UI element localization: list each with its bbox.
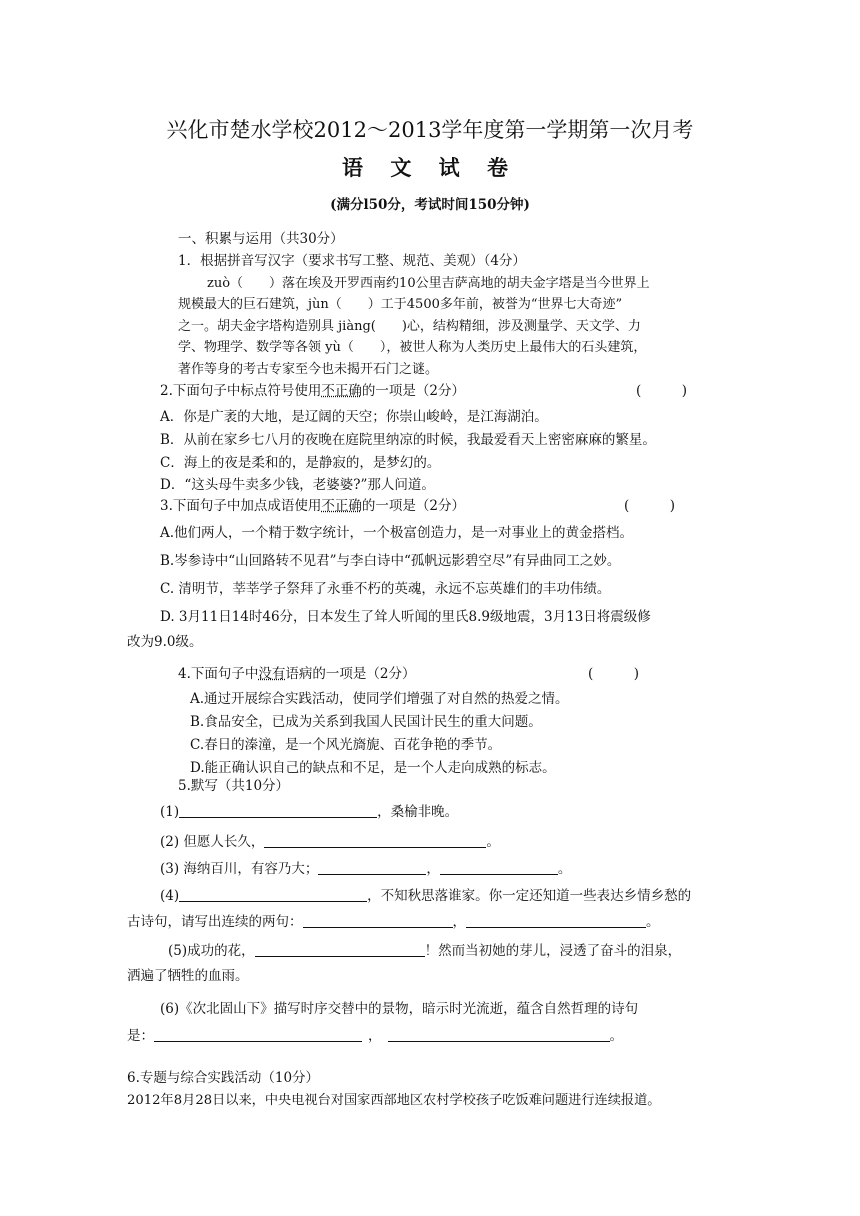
q5-line-4-cont [127, 913, 660, 931]
answer-blank[interactable] [388, 1027, 610, 1042]
q1-text-line: 规模最大的巨石建筑，jùn（ ）工于4500多年前，被誉为“世界七大奇迹” [178, 297, 623, 312]
q2-option-c: C．海上的夜是柔和的，是静寂的，是梦幻的。 [160, 455, 441, 471]
q5-line-4-end: 。 [646, 914, 660, 930]
q5-line-5-text: (5)成功的花， [168, 943, 255, 959]
q5-line-3 [160, 860, 571, 878]
q3-stem-end: 的一项是（2分） [361, 498, 465, 514]
q5-line-6-sep: ， [368, 1028, 382, 1044]
q1-text-line: 学、物理学、数学等各领 yù（ ），被世人称为人类历史上最伟大的石头建筑， [178, 340, 647, 355]
q1-text-line: 著作等身的考古专家至今也未揭开石门之谜。 [178, 362, 439, 377]
q4-option-d: D.能正确认识自己的缺点和不足，是一个人走向成熟的标志。 [190, 760, 556, 776]
answer-blank[interactable] [264, 833, 486, 848]
q2-stem [160, 382, 465, 400]
q4-stem-emphasis: 没有 [258, 666, 286, 682]
q3-option-c: C. 清明节，莘莘学子祭拜了永垂不朽的英魂，永远不忘英雄们的丰功伟绩。 [160, 581, 611, 597]
q5-line-1-num: (1) [160, 804, 180, 820]
q2-stem-emphasis: 不正确 [321, 383, 362, 399]
q2-option-a: A．你是广袤的大地，是辽阔的天空；你崇山峻岭，是江海湖泊。 [160, 409, 548, 425]
q3-stem-start: 3.下面句子中加点成语使用 [160, 498, 322, 514]
q4-stem-end: 语病的一项是（2分） [285, 666, 416, 682]
q5-line-6: (6)《次北固山下》描写时序交替中的景物，暗示时光流逝，蕴含自然哲理的诗句 [160, 1001, 639, 1017]
q5-line-6-end: 。 [609, 1028, 623, 1044]
q5-line-6-prompt: 是： [127, 1028, 154, 1044]
q5-stem: 5.默写（共10分） [178, 778, 290, 794]
q3-answer-paren: ( ) [624, 498, 676, 514]
q6-stem: 6.专题与综合实践活动（10分） [127, 1070, 320, 1086]
q5-line-5-cont: 洒遍了牺牲的血雨。 [127, 968, 249, 984]
answer-blank[interactable] [318, 860, 426, 875]
q4-option-a: A.通过开展综合实践活动，使同学们增强了对自然的热爱之情。 [190, 691, 569, 707]
q3-option-d-cont: 改为9.0级。 [127, 634, 203, 650]
q4-option-b: B.食品安全，已成为关系到我国人民国计民生的重大问题。 [190, 714, 542, 730]
answer-blank[interactable] [303, 913, 453, 928]
answer-blank[interactable] [466, 913, 646, 928]
q5-line-4-text: ，不知秋思落谁家。你一定还知道一些表达乡情乡愁的 [367, 888, 692, 904]
q5-line-2 [160, 833, 500, 851]
q1-stem: 1．根据拼音写汉字（要求书写工整、规范、美观）（4分） [178, 253, 526, 269]
q5-line-5-end: ！然而当初她的芽儿，浸透了奋斗的泪泉， [424, 943, 682, 959]
answer-blank[interactable] [179, 803, 377, 818]
exam-title: 兴化市楚水学校2012～2013学年度第一学期第一次月考 [166, 118, 694, 142]
q6-text-line: 2012年8月28日以来，中央电视台对国家西部地区农村学校孩子吃饭难问题进行连续报道。 [127, 1093, 661, 1108]
q5-line-1 [160, 803, 458, 821]
q3-option-b: B.岑参诗中“山回路转不见君”与李白诗中“孤帆远影碧空尽”有异曲同工之妙。 [160, 553, 621, 569]
q2-answer-paren: ( ) [636, 383, 688, 399]
q3-stem [160, 497, 465, 515]
exam-subtitle: 语 文 试 卷 [342, 155, 518, 180]
q2-option-d: D．“这头母牛卖多少钱，老婆婆?”那人问道。 [160, 477, 435, 493]
q1-text-line: 之一。胡夫金字塔构造别具 jiàng( )心，结构精细，涉及测量学、天文学、力 [178, 319, 641, 334]
section-heading: 一、积累与运用（共30分） [178, 231, 344, 247]
q2-option-b: B．从前在家乡七八月的夜晚在庭院里纳凉的时候，我最爱看天上密密麻麻的繁星。 [160, 432, 656, 448]
q5-line-3-end: 。 [557, 861, 572, 877]
q5-line-5 [168, 942, 681, 960]
q4-answer-paren: ( ) [588, 666, 640, 682]
answer-blank[interactable] [255, 942, 425, 957]
answer-blank[interactable] [440, 860, 558, 875]
q5-line-4-num: (4) [160, 888, 180, 904]
answer-blank[interactable] [154, 1027, 362, 1042]
q4-option-c: C.春日的溱潼，是一个风光旖旎、百花争艳的季节。 [190, 737, 502, 753]
q3-option-a: A.他们两人，一个精于数字统计，一个极富创造力，是一对事业上的黄金搭档。 [160, 525, 634, 541]
q3-stem-emphasis: 不正确 [321, 498, 362, 514]
q5-line-1-text: ，桑榆非晚。 [377, 804, 459, 820]
q5-line-2-text: (2) 但愿人长久， [160, 834, 265, 850]
q3-option-d: D. 3月11日14时46分，日本发生了耸人听闻的里氏8.9级地震，3月13日将震级修 [160, 609, 651, 625]
q4-stem-start: 4.下面句子中 [178, 666, 259, 682]
q1-text-line: zuò（ ）落在埃及开罗西南约10公里吉萨高地的胡夫金字塔是当今世界上 [207, 276, 650, 291]
score-time-note: (满分l50分，考试时间150分钟) [330, 197, 530, 213]
q5-line-4 [160, 887, 691, 905]
q5-line-4-sep: ， [452, 914, 466, 930]
q5-line-6-cont [127, 1027, 623, 1045]
q5-line-3-text: (3) 海纳百川，有容乃大； [160, 861, 319, 877]
answer-blank[interactable] [179, 887, 367, 902]
q5-line-4-prompt: 古诗句，请写出连续的两句： [127, 914, 303, 930]
q5-line-3-sep: ， [426, 861, 440, 877]
q2-stem-start: 2.下面句子中标点符号使用 [160, 383, 322, 399]
q4-stem [178, 665, 415, 683]
q2-stem-end: 的一项是（2分） [361, 383, 465, 399]
q5-line-2-end: 。 [486, 834, 500, 850]
